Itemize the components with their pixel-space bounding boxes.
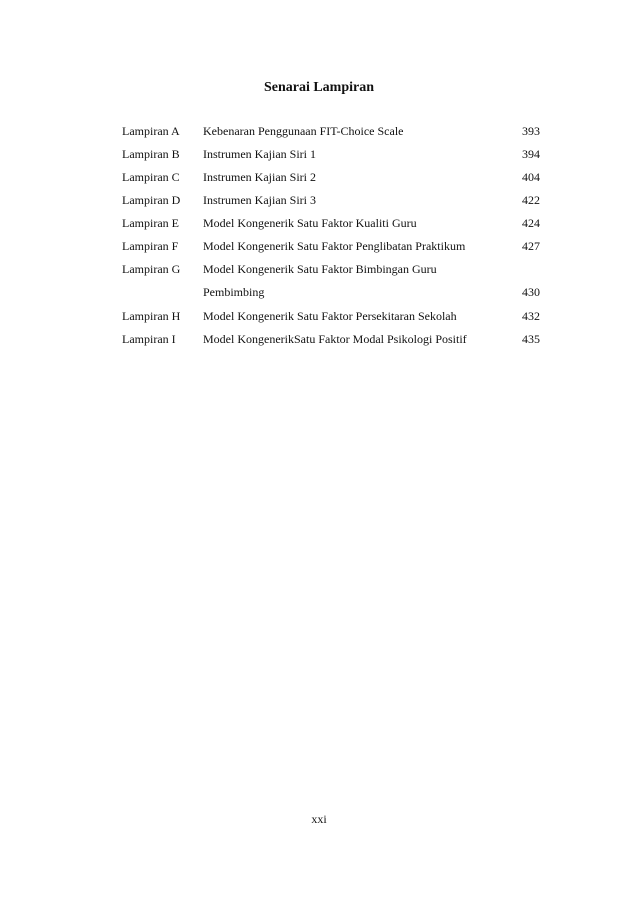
list-item-lampiran-e[interactable] — [122, 216, 540, 239]
appendix-label: Lampiran G — [122, 262, 181, 276]
appendix-title: Model Kongenerik Satu Faktor Persekitaran Sekolah — [203, 309, 457, 323]
appendix-title: Instrumen Kajian Siri 2 — [203, 170, 316, 184]
appendix-label: Lampiran E — [122, 216, 179, 230]
list-item-lampiran-a[interactable] — [122, 124, 540, 147]
appendix-page-number: 393 — [522, 124, 540, 138]
page-footer-number: xxi — [311, 812, 327, 826]
appendix-title: Kebenaran Penggunaan FIT-Choice Scale — [203, 124, 404, 138]
list-item-lampiran-g[interactable] — [122, 262, 540, 285]
appendix-title: Model Kongenerik Satu Faktor Penglibatan Praktikum — [203, 239, 466, 253]
appendix-title: Model Kongenerik Satu Faktor Bimbingan Guru — [203, 262, 437, 276]
appendix-title: Instrumen Kajian Siri 3 — [203, 193, 316, 207]
appendix-page-number: 394 — [522, 147, 540, 161]
appendix-label: Lampiran H — [122, 309, 181, 323]
appendix-title: Model Kongenerik Satu Faktor Kualiti Guru — [203, 216, 417, 230]
appendix-page-number: 430 — [522, 285, 540, 299]
appendix-page-number: 422 — [522, 193, 540, 207]
list-item-lampiran-h[interactable] — [122, 309, 540, 332]
appendix-label: Lampiran A — [122, 124, 180, 138]
appendix-label: Lampiran I — [122, 332, 176, 346]
appendix-title: Instrumen Kajian Siri 1 — [203, 147, 316, 161]
appendix-label: Lampiran D — [122, 193, 181, 207]
appendix-list — [122, 124, 540, 355]
appendix-label: Lampiran C — [122, 170, 180, 184]
appendix-title: Model KongenerikSatu Faktor Modal Psikologi Positif — [203, 332, 467, 346]
appendix-page-number: 432 — [522, 309, 540, 323]
list-item-lampiran-i[interactable] — [122, 332, 540, 355]
list-item-lampiran-f[interactable] — [122, 239, 540, 262]
appendix-page-number: 424 — [522, 216, 540, 230]
appendix-label: Lampiran F — [122, 239, 179, 253]
list-item-lampiran-c[interactable] — [122, 170, 540, 193]
list-item-lampiran-d[interactable] — [122, 193, 540, 216]
appendix-title-continued: Pembimbing — [203, 285, 265, 299]
appendix-label: Lampiran B — [122, 147, 180, 161]
list-item-lampiran-b[interactable] — [122, 147, 540, 170]
appendix-page-number: 404 — [522, 170, 540, 184]
list-item-lampiran-g-continued[interactable] — [122, 285, 540, 309]
page-title: Senarai Lampiran — [263, 80, 375, 95]
appendix-page-number: 427 — [522, 239, 540, 253]
appendix-page-number: 435 — [522, 332, 540, 346]
